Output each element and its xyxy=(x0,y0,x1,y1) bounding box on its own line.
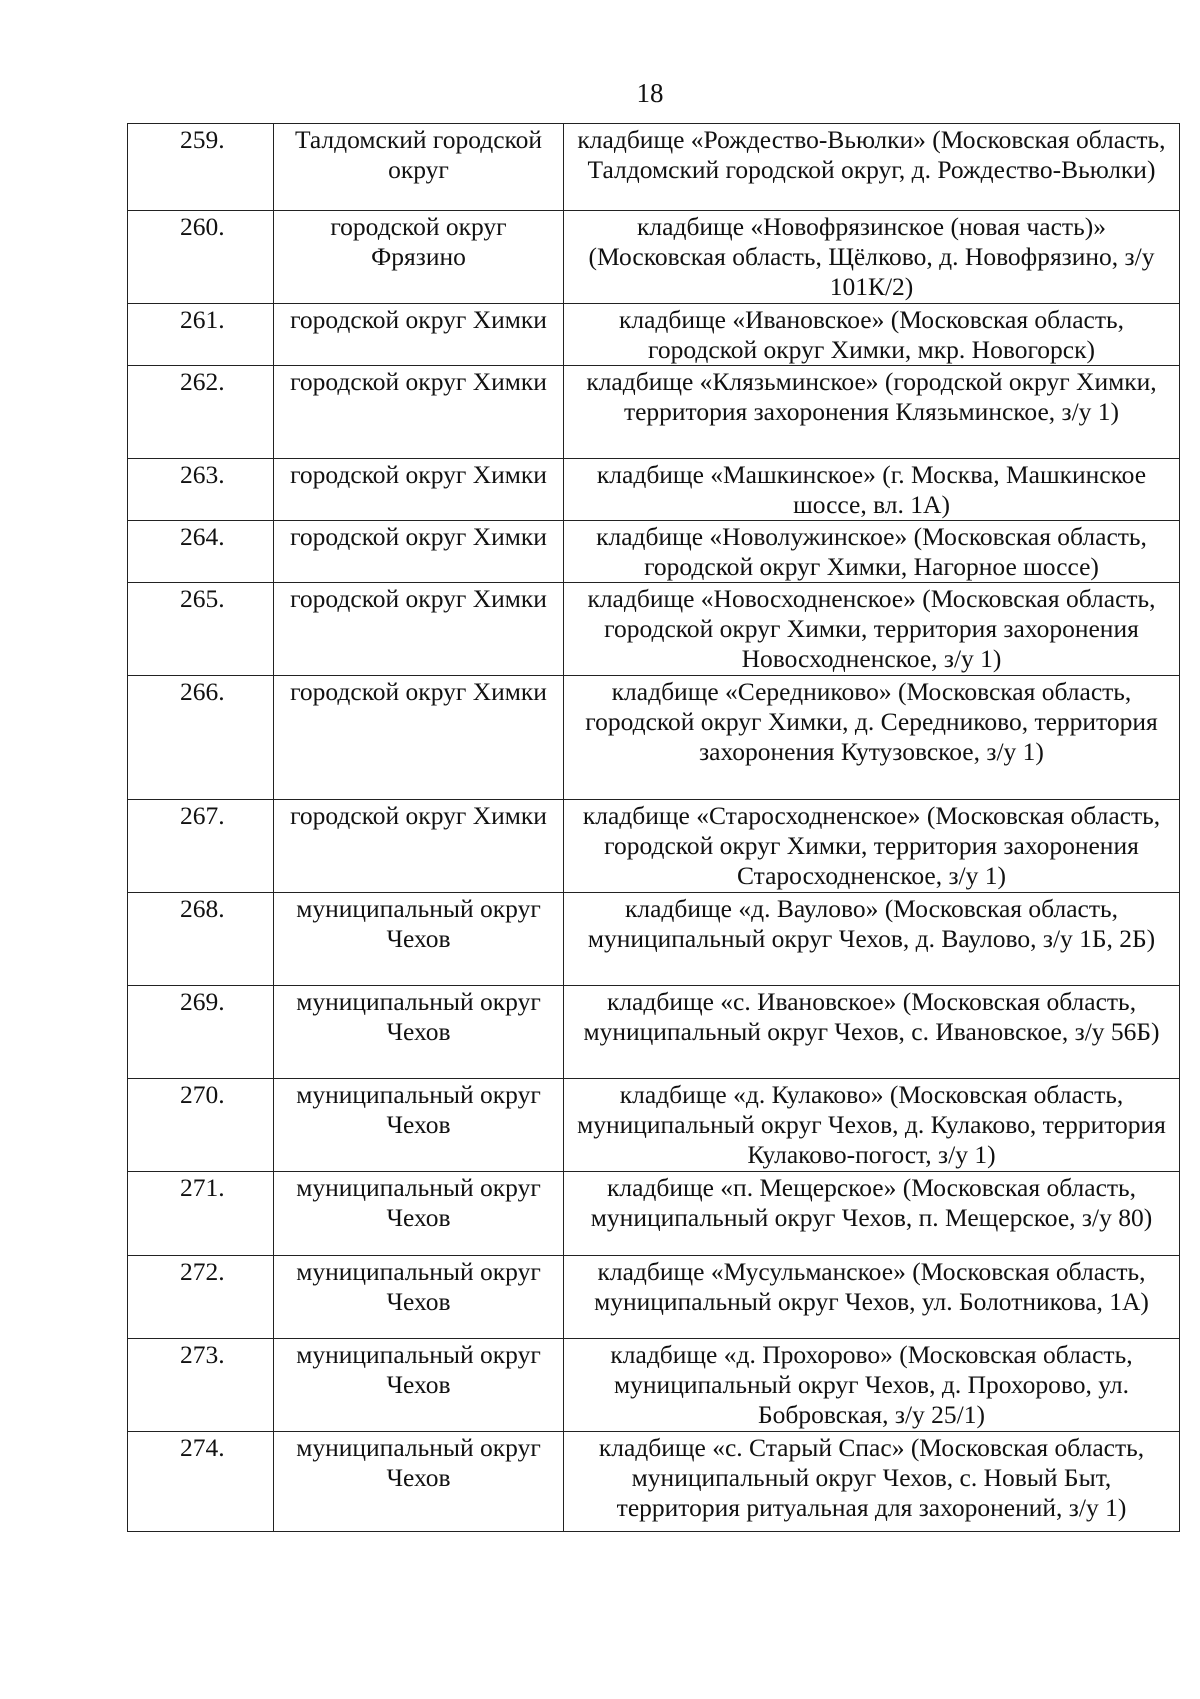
municipality-cell: городской округ Химки xyxy=(274,459,564,521)
registry-table-body xyxy=(128,124,1180,1532)
municipality-cell: Талдомский городской округ xyxy=(274,124,564,211)
row-number-cell: 272. xyxy=(128,1256,274,1339)
cemetery-description-cell: кладбище «Машкинское» (г. Москва, Машкинское шоссе, вл. 1А) xyxy=(564,459,1180,521)
municipality-cell: муниципальный округ Чехов xyxy=(274,1339,564,1432)
table-row xyxy=(128,1339,1180,1432)
table-row xyxy=(128,893,1180,986)
row-number-cell: 267. xyxy=(128,800,274,893)
table-row xyxy=(128,211,1180,304)
cemetery-description-cell: кладбище «Ивановское» (Московская область, городской округ Химки, мкр. Новогорск) xyxy=(564,304,1180,366)
municipality-cell: муниципальный округ Чехов xyxy=(274,1256,564,1339)
row-number-cell: 259. xyxy=(128,124,274,211)
row-number-cell: 274. xyxy=(128,1432,274,1532)
municipality-cell: городской округ Химки xyxy=(274,366,564,459)
page-number: 18 xyxy=(636,78,664,108)
row-number-cell: 269. xyxy=(128,986,274,1079)
row-number-cell: 263. xyxy=(128,459,274,521)
table-row xyxy=(128,800,1180,893)
cemetery-description-cell: кладбище «Мусульманское» (Московская область, муниципальный округ Чехов, ул. Болотникова, 1А) xyxy=(564,1256,1180,1339)
cemetery-description-cell: кладбище «д. Ваулово» (Московская область, муниципальный округ Чехов, д. Ваулово, з/у 1Б, 2Б) xyxy=(564,893,1180,986)
cemetery-description-cell: кладбище «Клязьминское» (городской округ Химки, территория захоронения Клязьминское, з/у 1) xyxy=(564,366,1180,459)
cemetery-description-cell: кладбище «д. Прохорово» (Московская область, муниципальный округ Чехов, д. Прохорово, ул. Бобровская, з/у 25/1) xyxy=(564,1339,1180,1432)
municipality-cell: муниципальный округ Чехов xyxy=(274,1079,564,1172)
table-row xyxy=(128,986,1180,1079)
cemetery-registry-table xyxy=(127,123,1180,1532)
municipality-cell: муниципальный округ Чехов xyxy=(274,1432,564,1532)
row-number-cell: 260. xyxy=(128,211,274,304)
table-row xyxy=(128,521,1180,583)
row-number-cell: 268. xyxy=(128,893,274,986)
table-row xyxy=(128,124,1180,211)
table-row xyxy=(128,366,1180,459)
cemetery-description-cell: кладбище «п. Мещерское» (Московская область, муниципальный округ Чехов, п. Мещерское, з/у 80) xyxy=(564,1172,1180,1256)
table-row xyxy=(128,459,1180,521)
table-row xyxy=(128,1256,1180,1339)
cemetery-description-cell: кладбище «с. Ивановское» (Московская область, муниципальный округ Чехов, с. Ивановское, з/у 56Б) xyxy=(564,986,1180,1079)
cemetery-description-cell: кладбище «Рождество-Вьюлки» (Московская область, Талдомский городской округ, д. Рождество-Вьюлки) xyxy=(564,124,1180,211)
table-row xyxy=(128,1079,1180,1172)
cemetery-description-cell: кладбище «с. Старый Спас» (Московская область, муниципальный округ Чехов, с. Новый Быт, территория ритуальная для захоронений, з/у 1) xyxy=(564,1432,1180,1532)
municipality-cell: муниципальный округ Чехов xyxy=(274,986,564,1079)
municipality-cell: городской округ Химки xyxy=(274,800,564,893)
municipality-cell: городской округ Фрязино xyxy=(274,211,564,304)
row-number-cell: 266. xyxy=(128,676,274,800)
table-row xyxy=(128,304,1180,366)
municipality-cell: муниципальный округ Чехов xyxy=(274,893,564,986)
cemetery-description-cell: кладбище «д. Кулаково» (Московская область, муниципальный округ Чехов, д. Кулаково, территория Кулаково-погост, з/у 1) xyxy=(564,1079,1180,1172)
table-row xyxy=(128,583,1180,676)
row-number-cell: 261. xyxy=(128,304,274,366)
municipality-cell: муниципальный округ Чехов xyxy=(274,1172,564,1256)
municipality-cell: городской округ Химки xyxy=(274,676,564,800)
cemetery-description-cell: кладбище «Новофрязинское (новая часть)» (Московская область, Щёлково, д. Новофрязино, з/у 101К/2) xyxy=(564,211,1180,304)
municipality-cell: городской округ Химки xyxy=(274,521,564,583)
row-number-cell: 265. xyxy=(128,583,274,676)
cemetery-description-cell: кладбище «Новолужинское» (Московская область, городской округ Химки, Нагорное шоссе) xyxy=(564,521,1180,583)
cemetery-description-cell: кладбище «Середниково» (Московская область, городской округ Химки, д. Середниково, территория захоронения Кутузовское, з/у 1) xyxy=(564,676,1180,800)
table-row xyxy=(128,676,1180,800)
row-number-cell: 271. xyxy=(128,1172,274,1256)
municipality-cell: городской округ Химки xyxy=(274,583,564,676)
cemetery-description-cell: кладбище «Старосходненское» (Московская область, городской округ Химки, территория захоронения Старосходненское, з/у 1) xyxy=(564,800,1180,893)
row-number-cell: 270. xyxy=(128,1079,274,1172)
table-row xyxy=(128,1432,1180,1532)
row-number-cell: 262. xyxy=(128,366,274,459)
table-row xyxy=(128,1172,1180,1256)
municipality-cell: городской округ Химки xyxy=(274,304,564,366)
cemetery-description-cell: кладбище «Новосходненское» (Московская область, городской округ Химки, территория захоронения Новосходненское, з/у 1) xyxy=(564,583,1180,676)
row-number-cell: 273. xyxy=(128,1339,274,1432)
row-number-cell: 264. xyxy=(128,521,274,583)
